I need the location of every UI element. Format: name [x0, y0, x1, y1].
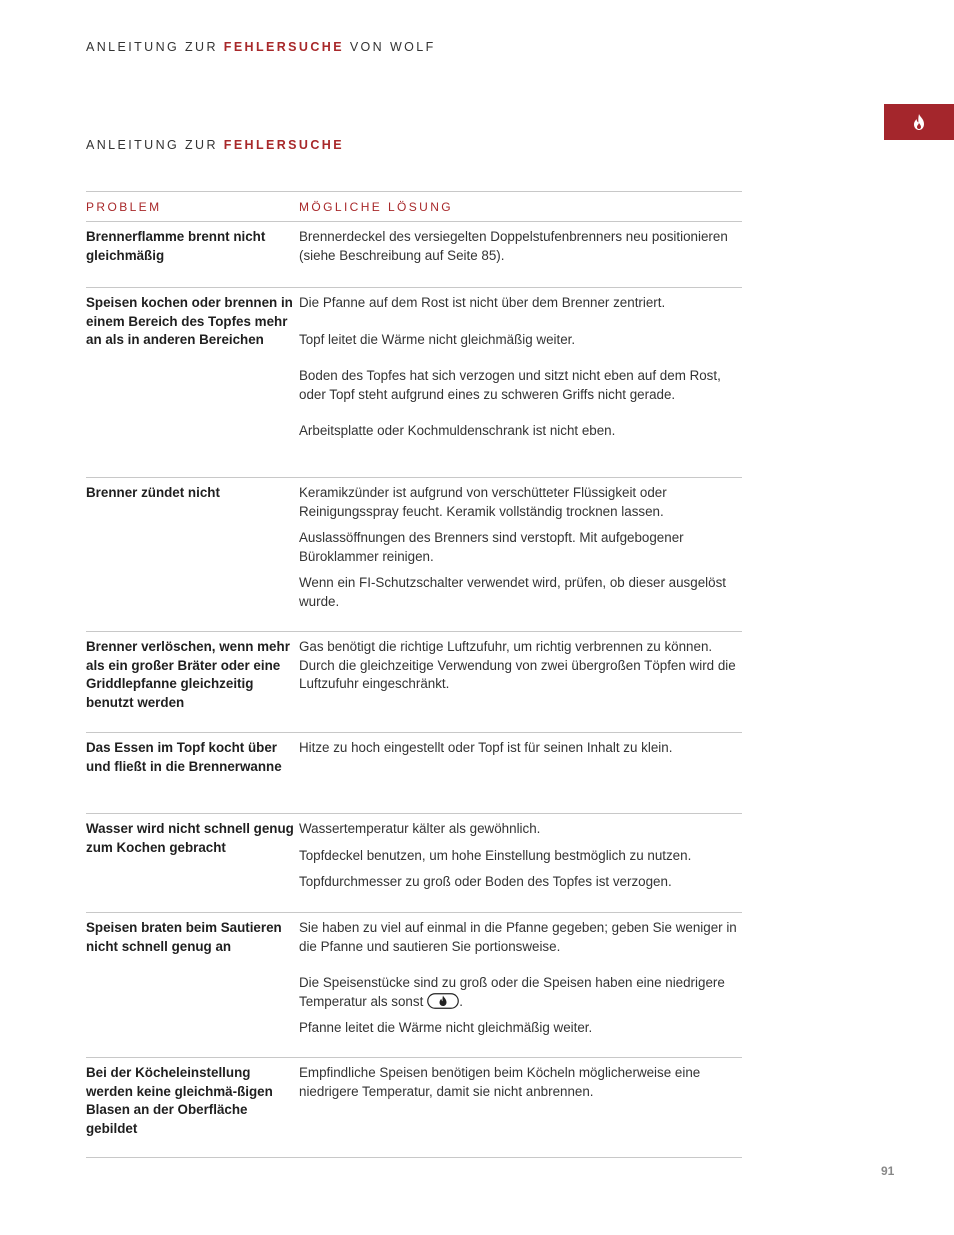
chapter-tab	[884, 104, 954, 140]
column-header-solution: MÖGLICHE LÖSUNG	[299, 199, 454, 214]
solution-text: Topfdeckel benutzen, um hohe Einstellung bestmöglich zu nutzen.	[299, 847, 692, 863]
solution-text: Boden des Topfes hat sich verzogen und sitzt nicht eben auf dem Rost, oder Topf steht aufgrund eines zu schweren Griffs nicht gerade.	[299, 368, 721, 402]
header-pre: ANLEITUNG ZUR	[86, 40, 218, 54]
solution-text: Keramikzünder ist aufgrund von verschütteter Flüssigkeit oder Reinigungsspray feucht. Keramik vollständig trocknen lassen.	[299, 485, 667, 519]
running-header	[86, 40, 436, 54]
table-header	[86, 192, 742, 222]
solution-text: Sie haben zu viel auf einmal in die Pfanne gegeben; geben Sie weniger in die Pfanne und sautieren Sie portionsweise.	[299, 920, 737, 954]
solution-cell	[299, 484, 742, 631]
solution-text: Auslassöffnungen des Brenners sind verstopft. Mit aufgebogener Büroklammer reinigen.	[299, 530, 684, 564]
sentence-period: .	[459, 993, 464, 1009]
column-header-problem: PROBLEM	[86, 199, 162, 214]
table-row	[86, 814, 742, 913]
solution-text: Wassertemperatur kälter als gewöhnlich.	[299, 821, 541, 836]
header-post: VON WOLF	[349, 40, 436, 54]
table-row	[86, 222, 742, 288]
solution-text-with-icon	[299, 974, 742, 1011]
section-title	[86, 138, 344, 152]
solution-cell	[299, 294, 742, 477]
problem-cell: Bei der Köcheleinstellung werden keine gleichmä-ßigen Blasen an der Oberfläche gebildet	[86, 1065, 273, 1136]
solution-cell	[299, 820, 742, 912]
solution-text: Arbeitsplatte oder Kochmuldenschrank ist nicht eben.	[299, 423, 616, 438]
problem-cell: Brennerflamme brennt nicht gleichmäßig	[86, 229, 266, 263]
table-row	[86, 632, 742, 733]
section-title-pre: ANLEITUNG ZUR	[86, 138, 218, 152]
solution-text: Empfindliche Speisen benötigen beim Köcheln möglicherweise eine niedrigere Temperatur, damit sie nicht anbrennen.	[299, 1065, 701, 1099]
section-title-highlight: FEHLERSUCHE	[223, 138, 344, 152]
table-row	[86, 288, 742, 478]
solution-cell	[299, 919, 742, 1057]
solution-text: Die Speisenstücke sind zu groß oder die Speisen haben eine niedrigere Temperatur als sonst	[299, 975, 725, 1009]
burner-setting-icon	[427, 993, 459, 1009]
solution-text: Die Pfanne auf dem Rost ist nicht über dem Brenner zentriert.	[299, 295, 666, 310]
table-row	[86, 478, 742, 632]
solution-cell	[299, 228, 742, 287]
problem-cell: Speisen braten beim Sautieren nicht schnell genug an	[86, 920, 282, 954]
solution-text: Pfanne leitet die Wärme nicht gleichmäßig weiter.	[299, 1020, 593, 1035]
solution-text: Wenn ein FI-Schutzschalter verwendet wird, prüfen, ob dieser ausgelöst wurde.	[299, 575, 726, 609]
table-row	[86, 1058, 742, 1158]
solution-text: Gas benötigt die richtige Luftzufuhr, um richtig verbrennen zu können. Durch die gleichzeitige Verwendung von zwei übergroßen Töpfen wird die Luftzufuhr eingeschränkt.	[299, 639, 736, 691]
problem-cell: Wasser wird nicht schnell genug zum Kochen gebracht	[86, 821, 294, 855]
troubleshooting-table	[86, 191, 742, 1158]
problem-cell: Das Essen im Topf kocht über und fließt in die Brennerwanne	[86, 740, 282, 774]
solution-cell	[299, 739, 742, 813]
solution-text: Brennerdeckel des versiegelten Doppelstufenbrenners neu positionieren (siehe Beschreibung auf Seite 85).	[299, 229, 728, 263]
table-row	[86, 913, 742, 1058]
solution-cell	[299, 638, 742, 732]
table-row	[86, 733, 742, 814]
problem-cell: Brenner zündet nicht	[86, 485, 220, 500]
solution-text: Topf leitet die Wärme nicht gleichmäßig weiter.	[299, 331, 576, 347]
page-number: 91	[881, 1164, 895, 1178]
flame-icon	[912, 114, 926, 130]
problem-cell: Brenner verlöschen, wenn mehr als ein großer Bräter oder eine Griddlepfanne gleichzeitig benutzt werden	[86, 639, 290, 710]
solution-text: Hitze zu hoch eingestellt oder Topf ist für seinen Inhalt zu klein.	[299, 740, 673, 755]
header-highlight: FEHLERSUCHE	[223, 40, 344, 54]
problem-cell: Speisen kochen oder brennen in einem Bereich des Topfes mehr an als in anderen Bereichen	[86, 295, 293, 347]
solution-text: Topfdurchmesser zu groß oder Boden des Topfes ist verzogen.	[299, 874, 672, 889]
solution-cell	[299, 1064, 742, 1157]
